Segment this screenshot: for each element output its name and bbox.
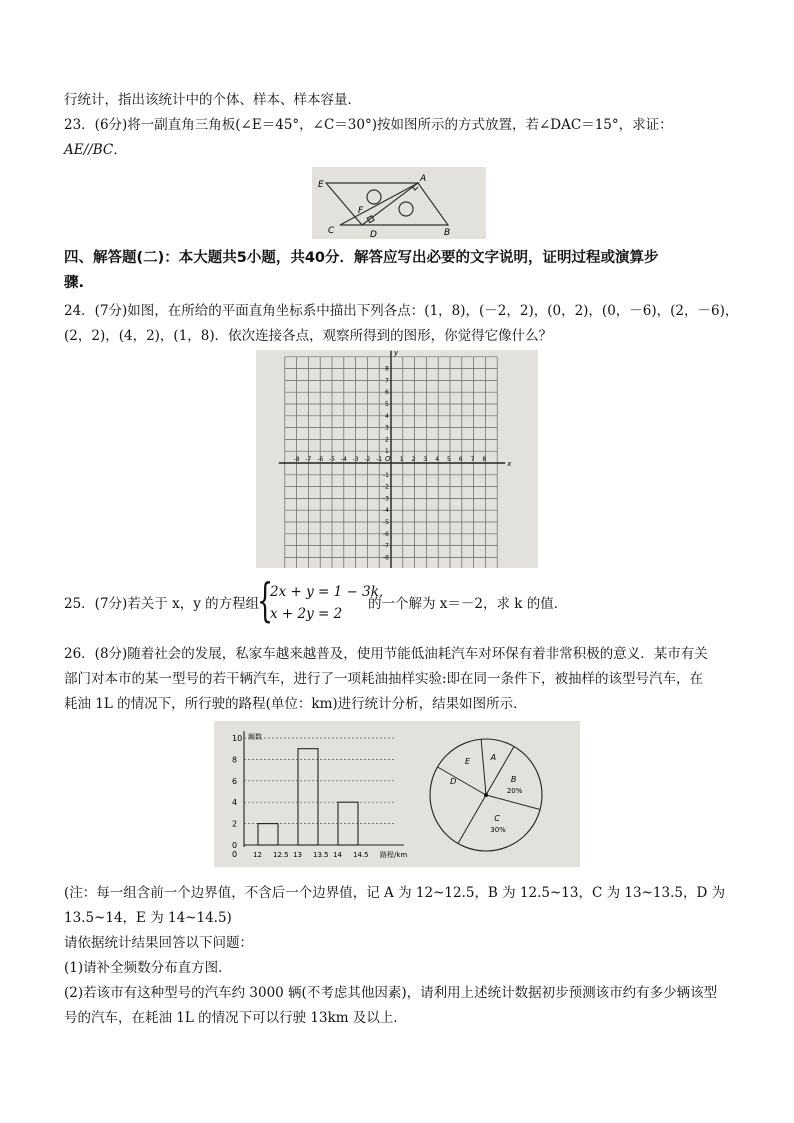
pie-percent-label: 30% xyxy=(490,825,506,834)
section-4-heading: 四、解答题(二)：本大题共5小题，共40分．解答应写出必要的文字说明，证明过程或演算步 xyxy=(64,250,659,266)
y-tick-label: 3 xyxy=(385,424,389,432)
y-tick-label: 4 xyxy=(232,798,238,808)
coordinate-grid-figure xyxy=(256,350,538,568)
y-tick-label: 1 xyxy=(385,448,389,456)
label-D: D xyxy=(370,230,377,239)
pie-center xyxy=(484,793,488,797)
x-tick-label: 13 xyxy=(293,851,302,859)
y-tick-label: -8 xyxy=(383,554,389,562)
question-25-tail: 的一个解为 x＝－2，求 k 的值． xyxy=(368,596,568,612)
question-26-cont2: 耗油 1L 的情况下，所行驶的路程(单位：km)进行统计分析，结果如图所示． xyxy=(64,696,527,712)
part-2-cont: 号的汽车，在耗油 1L 的情况下可以行驶 13km 及以上． xyxy=(64,1010,407,1026)
equation-2: x + 2y = 2 xyxy=(270,606,343,622)
equation-1: 2x + y = 1 − 3k, xyxy=(270,584,384,600)
label-E: E xyxy=(318,180,324,190)
x-tick-label: 8 xyxy=(482,456,487,463)
x-axis-title: 路程/km xyxy=(380,851,408,859)
y-tick-label: 8 xyxy=(385,365,389,373)
y-tick-label: -5 xyxy=(383,519,389,526)
x-tick-label: 2 xyxy=(411,456,416,463)
y-tick-label: 4 xyxy=(385,412,389,420)
pie-label: E xyxy=(464,757,471,767)
statistics-figure xyxy=(214,721,580,867)
y-tick-label: -7 xyxy=(383,542,389,550)
note-line-2: 13.5~14，E 为 14~14.5) xyxy=(64,910,232,926)
ask-line: 请依据统计结果回答以下问题： xyxy=(64,935,253,951)
y-tick-label: 0 xyxy=(232,841,238,850)
y-tick-label: 2 xyxy=(232,819,238,829)
pie-label: A xyxy=(490,752,497,762)
x-tick-label: -4 xyxy=(340,456,347,463)
equation-brace: { xyxy=(257,573,274,627)
histogram-bar xyxy=(258,824,278,845)
section-4-heading-cont: 骤. xyxy=(64,275,85,291)
x-tick-label: -6 xyxy=(317,456,324,463)
pie-label: C xyxy=(494,813,500,823)
x-tick-label: 1 xyxy=(399,456,404,463)
question-23: 23．(6分)将一副直角三角板(∠E＝45°，∠C＝30°)按如图所示的方式放置，若∠DAC＝15°，求证： xyxy=(64,117,673,133)
question-24-cont: (2，2)，(4，2)，(1，8)．依次连接各点，观察所得到的图形，你觉得它像什么？ xyxy=(64,328,553,344)
x-tick-label: 13.5 xyxy=(313,851,329,859)
x-axis-label: x xyxy=(507,460,512,468)
x-tick-label: 3 xyxy=(423,456,428,463)
y-tick-label: -3 xyxy=(383,495,389,503)
x-tick-label: -2 xyxy=(364,456,371,463)
x-tick-label: 5 xyxy=(447,456,451,463)
x-tick-label: 4 xyxy=(435,456,440,463)
question-24: 24．(7分)如图，在所给的平面直角坐标系中描出下列各点：(1，8)，(－2，2)，(0，2)，(0，－6)，(2，－6)， xyxy=(64,303,739,319)
question-23-conclusion: AE//BC． xyxy=(64,142,127,158)
x-tick-label: 14 xyxy=(333,851,342,859)
triangle-figure xyxy=(312,167,486,239)
y-origin-label: 0 xyxy=(232,850,238,859)
y-tick-label: 6 xyxy=(232,776,238,786)
label-A: A xyxy=(420,174,427,184)
question-26-cont1: 部门对本市的某一型号的若干辆汽车，进行了一项耗油抽样实验:即在同一条件下，被抽样的该型号汽车，在 xyxy=(64,671,704,687)
pie-label: D xyxy=(450,777,457,787)
label-C: C xyxy=(328,226,335,236)
part-2: (2)若该市有这种型号的汽车约 3000 辆(不考虑其他因素)，请利用上述统计数据初步预测该市约有多少辆该型 xyxy=(64,985,718,1001)
pie-slice-border xyxy=(486,795,540,809)
part-1: (1)请补全频数分布直方图． xyxy=(64,960,232,976)
label-B: B xyxy=(444,228,451,238)
question-26: 26．(8分)随着社会的发展，私家车越来越普及，使用节能低油耗汽车对环保有着非常积极的意义．某市有关 xyxy=(64,646,708,662)
histogram-bar xyxy=(298,749,318,845)
y-tick-label: -1 xyxy=(383,471,389,479)
x-tick-label: 12 xyxy=(253,851,262,859)
y-tick-label: 2 xyxy=(385,436,389,444)
y-axis-label: y xyxy=(394,350,399,357)
y-tick-label: 5 xyxy=(385,401,389,408)
note-line-1: (注：每一组含前一个边界值，不含后一个边界值，记 A 为 12~12.5，B 为 12.5~13，C 为 13~13.5，D 为 xyxy=(64,885,726,901)
pie-slice-border xyxy=(458,795,486,843)
x-tick-label: -8 xyxy=(293,456,300,463)
pie-slice-border xyxy=(481,739,486,795)
text-line-continuation: 行统计，指出该统计中的个体、样本、样本容量． xyxy=(64,92,361,108)
y-tick-label: -6 xyxy=(383,530,389,538)
pie-label: B xyxy=(510,774,517,784)
x-tick-label: -7 xyxy=(305,456,312,463)
pie-slice-border xyxy=(438,767,486,795)
x-tick-label: -1 xyxy=(376,456,383,463)
question-25: 25．(7分)若关于 x，y 的方程组 xyxy=(64,596,260,612)
x-tick-label: -5 xyxy=(329,456,335,463)
origin-label: O xyxy=(385,455,391,463)
y-tick-label: -2 xyxy=(383,483,389,491)
x-tick-label: 7 xyxy=(470,456,475,463)
y-axis-title: 频数 xyxy=(248,733,262,741)
x-tick-label: 12.5 xyxy=(273,851,289,859)
y-tick-label: 7 xyxy=(385,377,389,385)
x-tick-label: 6 xyxy=(458,456,463,463)
y-tick-label: 10 xyxy=(232,734,243,743)
y-tick-label: -4 xyxy=(383,507,389,515)
x-tick-label: 14.5 xyxy=(353,851,369,859)
y-tick-label: 6 xyxy=(385,389,389,397)
y-tick-label: 8 xyxy=(232,755,238,765)
x-tick-label: -3 xyxy=(352,456,359,463)
label-F: F xyxy=(358,206,364,216)
pie-percent-label: 20% xyxy=(506,786,523,795)
